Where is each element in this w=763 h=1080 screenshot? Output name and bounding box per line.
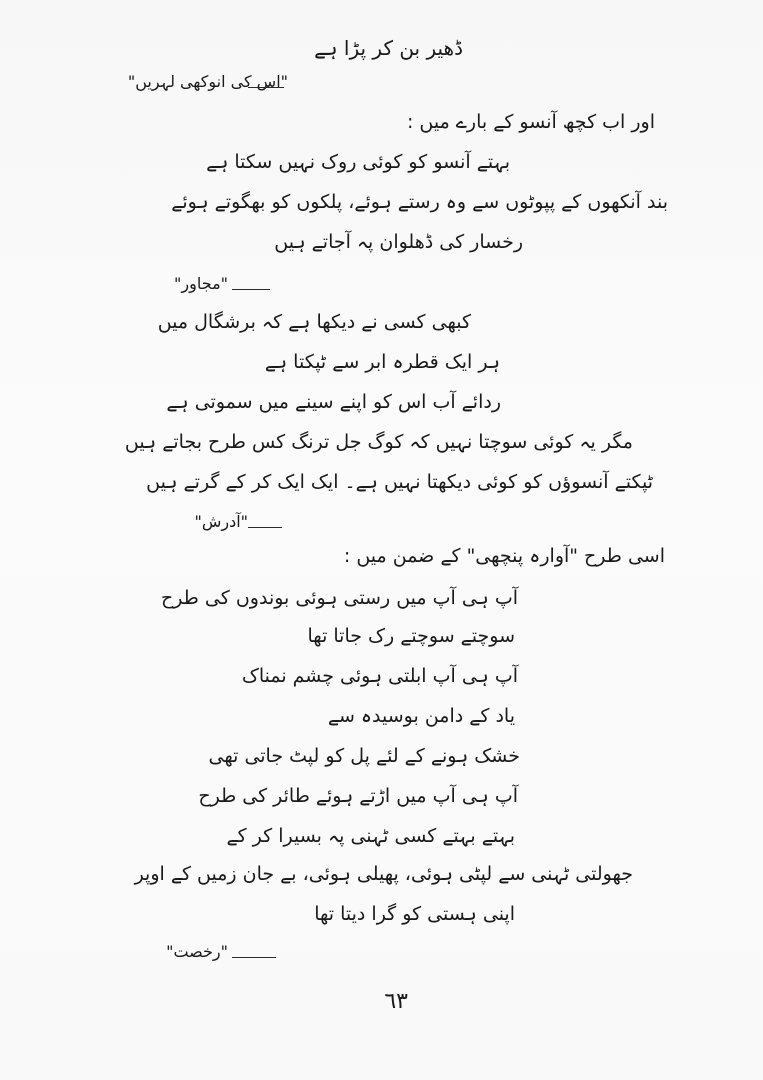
attribution-dash [248,87,284,88]
verse-line: ہر ایک قطرہ ابر سے ٹپکتا ہے [264,351,500,373]
attribution: "آدرش" [194,512,248,531]
attribution: "اس کی انوکھی لہریں" [127,72,288,91]
verse-line: جھولتی ٹہنی سے لپٹی ہوئی، پھیلی ہوئی، بے جان زمیں کے اوپر [134,863,633,885]
verse-line: مگر یہ کوئی سوچتا نہیں کہ کوگ جل ترنگ کس طرح بجاتے ہیں [124,431,633,453]
verse-line: آپ ہی آپ میں رستی ہوئی بوندوں کی طرح [161,587,518,609]
attribution-dash [232,289,270,290]
verse-line: ردائے آب اس کو اپنے سینے میں سموتی ہے [166,391,501,413]
verse-line: اپنی ہستی کو گرا دیتا تھا [314,903,515,925]
page-heading: ڈھیر بن کر پڑا ہے [314,36,463,60]
verse-line: کبھی کسی نے دیکھا ہے کہ برشگال میں [157,311,471,333]
verse-line: ٹپکتے آنسوؤں کو کوئی دیکھتا نہیں ہے۔ ایک ایک کر کے گرتے ہیں [146,471,653,493]
intro-line: اسی طرح "آوارہ پنچھی" کے ضمن میں : [343,545,665,567]
page-number: ٦٣ [384,989,408,1014]
verse-line: آپ ہی آپ ابلتی ہوئی چشم نمناک [241,665,518,687]
verse-line: بہتے آنسو کو کوئی روک نہیں سکتا ہے [206,151,510,173]
verse-line: رخسار کی ڈھلوان پہ آجاتے ہیں [274,231,523,253]
attribution-dash [232,957,276,958]
verse-line: بہتے بہتے کسی ٹہنی پہ بسیرا کر کے [226,825,515,847]
intro-line: اور اب کچھ آنسو کے بارے میں : [406,111,655,133]
attribution: "رخصت" [166,942,228,961]
verse-line: خشک ہونے کے لئے پل کو لپٹ جاتی تھی [208,745,520,767]
attribution-dash [248,527,282,528]
attribution: "مجاور" [174,274,228,293]
verse-line: سوچتے سوچتے رک جاتا تھا [307,625,515,647]
verse-line: آپ ہی آپ میں اڑتے ہوئے طائر کی طرح [198,785,518,807]
verse-line: بند آنکھوں کے پپوٹوں سے وہ رستے ہوئے، پلکوں کو بھگوتے ہوئے [171,191,668,213]
verse-line: یاد کے دامن بوسیدہ سے [327,705,515,727]
